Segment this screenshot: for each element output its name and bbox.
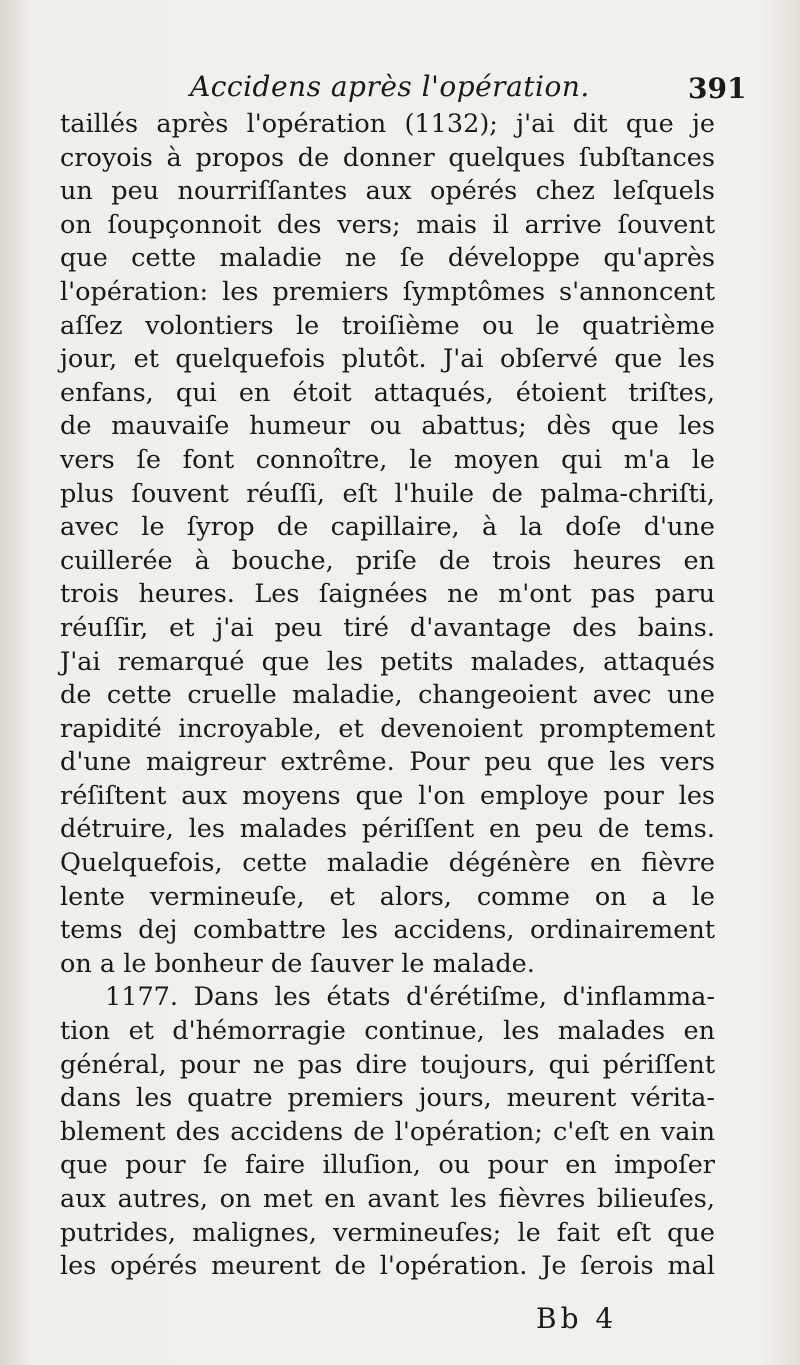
text-line: général, pour ne pas dire toujours, qui périſſent [60,1049,715,1080]
text-line: avec le ſyrop de capillaire, à la doſe d'une [60,512,715,543]
text-line: que cette maladie ne ſe développe qu'après [60,243,715,274]
text-line: les opérés meurent de l'opération. Je ſerois mal [60,1251,715,1282]
text-line: jour, et quelquefois plutôt. J'ai obſervé que les [60,344,715,375]
text-line: vers ſe font connoître, le moyen qui m'a le [60,444,715,475]
text-line: rapidité incroyable, et devenoient promptement [60,713,715,744]
text-line: Quelquefois, cette maladie dégénère en fièvre [60,848,715,879]
text-line: lente vermineuſe, et alors, comme on a le [60,881,715,912]
text-line: dans les quatre premiers jours, meurent vérita- [60,1083,715,1114]
signature-mark: Bb 4 [536,1302,618,1335]
text-line: croyois à propos de donner quelques ſubſtances [60,142,715,173]
page-number: 391 [688,72,747,105]
text-line: tion et d'hémorragie continue, les malades en [60,1016,715,1047]
paragraph-start-line: 1177. Dans les états d'érétiſme, d'inflamma- [105,982,715,1013]
text-line: d'une maigreur extrême. Pour peu que les vers [60,747,715,778]
text-line: réſiſtent aux moyens que l'on employe pour les [60,780,715,811]
text-line: tems dej combattre les accidens, ordinairement [60,915,715,946]
text-line: l'opération: les premiers ſymptômes s'annoncent [60,276,715,307]
text-line: de mauvaiſe humeur ou abattus; dès que les [60,411,715,442]
text-line: plus ſouvent réuſſi, eſt l'huile de palma-chriſti, [60,478,715,509]
text-line: réuſſir, et j'ai peu tiré d'avantage des bains. [60,612,715,643]
text-line: de cette cruelle maladie, changeoient avec une [60,680,715,711]
text-line: putrides, malignes, vermineuſes; le fait eſt que [60,1217,715,1248]
text-line: aſſez volontiers le troiſième ou le quatrième [60,310,715,341]
text-line: J'ai remarqué que les petits malades, attaqués [60,646,715,677]
text-line: cuillerée à bouche, priſe de trois heures en [60,545,715,576]
text-line: un peu nourriſſantes aux opérés chez leſquels [60,176,715,207]
running-title: Accidens après l'opération. [190,70,590,103]
text-line: on ſoupçonnoit des vers; mais il arrive ſouvent [60,209,715,240]
text-line: que pour ſe faire illuſion, ou pour en impoſer [60,1150,715,1181]
text-line: taillés après l'opération (1132); j'ai dit que je [60,109,715,139]
body-text [60,108,715,1284]
text-line: enfans, qui en étoit attaqués, étoient triſtes, [60,377,715,408]
text-line: on a le bonheur de ſauver le malade. [60,948,535,979]
text-line: trois heures. Les ſaignées ne m'ont pas paru [60,579,715,610]
text-line: blement des accidens de l'opération; c'eſt en vain [60,1116,715,1147]
text-line: détruire, les malades périſſent en peu de tems. [60,814,715,845]
text-line: aux autres, on met en avant les fièvres bilieuſes, [60,1184,715,1214]
